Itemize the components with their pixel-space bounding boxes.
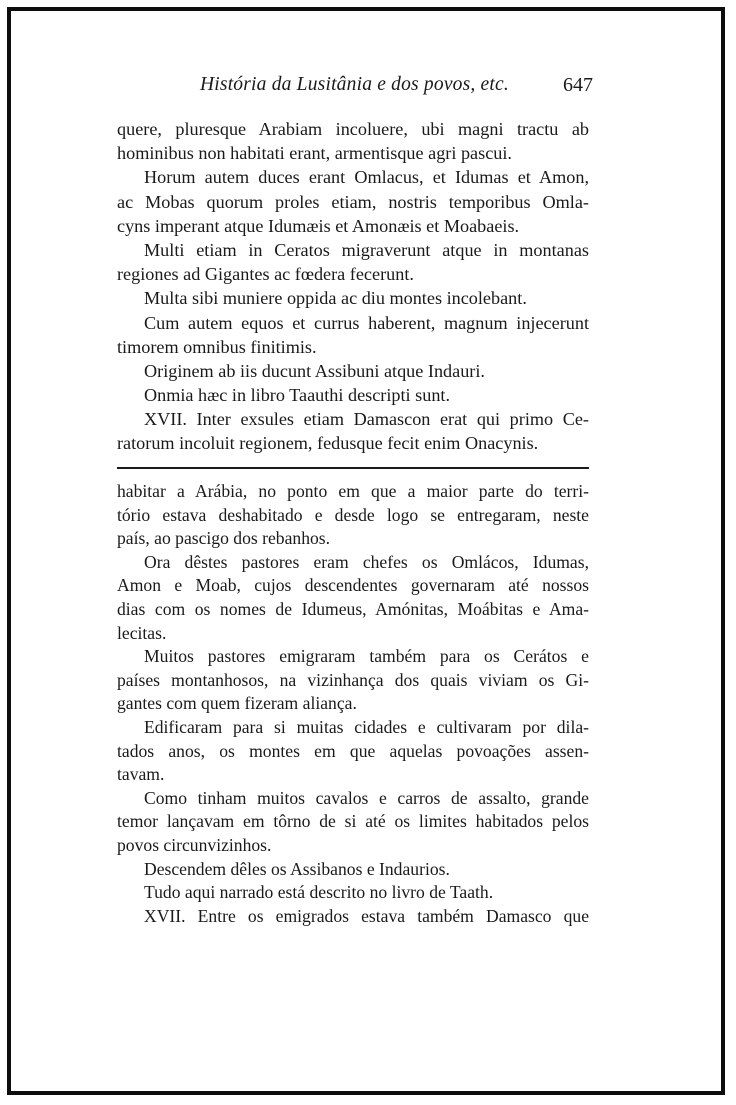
running-header — [115, 74, 593, 100]
text-line: quere, pluresque Arabiam incoluere, ubi magni tractu ab — [117, 119, 589, 139]
text-line: Horum autem duces erant Omlacus, et Idumas et Amon, — [144, 167, 589, 188]
text-line: Descendem dêles os Assibanos e Indaurios. — [144, 858, 450, 879]
text-line: Muitos pastores emigraram também para os Cerátos e — [144, 646, 589, 667]
text-line: Amon e Moab, cujos descendentes governaram até nossos — [117, 575, 589, 596]
text-line: ratorum incoluit regionem, fedusque fecit enim Onacynis. — [117, 433, 539, 454]
running-title: História da Lusitânia e dos povos, etc. — [200, 74, 509, 95]
text-line: temor lançavam em tôrno de si até os limites habitados pelos — [117, 811, 589, 832]
text-line: países montanhosos, na vizinhança dos quais viviam os Gi- — [117, 669, 589, 690]
text-line: Ora dêstes pastores eram chefes os Omlácos, Idumas, — [144, 551, 589, 572]
text-line: Onmia hæc in libro Taauthi descripti sunt. — [144, 385, 451, 406]
text-line: XVII. Entre os emigrados estava também Damasco que — [144, 905, 589, 926]
text-line: Tudo aqui narrado está descrito no livro de Taath. — [144, 882, 494, 903]
text-line: tavam. — [117, 764, 165, 785]
text-line: Multi etiam in Ceratos migraverunt atque in montanas — [144, 239, 589, 260]
text-line: país, ao pascigo dos rebanhos. — [117, 528, 331, 549]
text-line: Edificaram para si muitas cidades e cultivaram por dila- — [144, 716, 589, 737]
text-line: Originem ab iis ducunt Assibuni atque Indauri. — [144, 360, 485, 381]
section-divider — [117, 467, 589, 469]
text-line: tados anos, os montes em que aquelas povoações assen- — [117, 740, 589, 761]
text-line: tório estava deshabitado e desde logo se entregaram, neste — [117, 504, 589, 525]
page-number: 647 — [563, 74, 593, 96]
text-line: ac Mobas quorum proles etiam, nostris temporibus Omla- — [117, 191, 589, 212]
text-line: Multa sibi muniere oppida ac diu montes incolebant. — [144, 288, 527, 309]
text-line: timorem omnibus finitimis. — [117, 336, 317, 357]
text-line: gantes com quem fizeram aliança. — [117, 693, 357, 714]
text-line: Cum autem equos et currus haberent, magnum injecerunt — [144, 312, 589, 333]
text-line: regiones ad Gigantes ac fœdera fecerunt. — [117, 264, 414, 285]
text-line: povos circunvizinhos. — [117, 834, 272, 855]
text-line: lecitas. — [117, 622, 167, 643]
text-line: hominibus non habitati erant, armentisque agri pascui. — [117, 143, 512, 164]
portuguese-text-block — [117, 480, 589, 928]
text-line: Como tinham muitos cavalos e carros de assalto, grande — [144, 787, 589, 808]
text-line: cyns imperant atque Idumæis et Amonæis et Moabaeis. — [117, 215, 520, 236]
text-line: habitar a Arábia, no ponto em que a maior parte do terri- — [117, 481, 589, 501]
latin-text-block — [117, 117, 589, 456]
text-line: dias com os nomes de Idumeus, Amónitas, Moábitas e Ama- — [117, 598, 589, 619]
text-line: XVII. Inter exsules etiam Damascon erat qui primo Ce- — [144, 409, 589, 430]
